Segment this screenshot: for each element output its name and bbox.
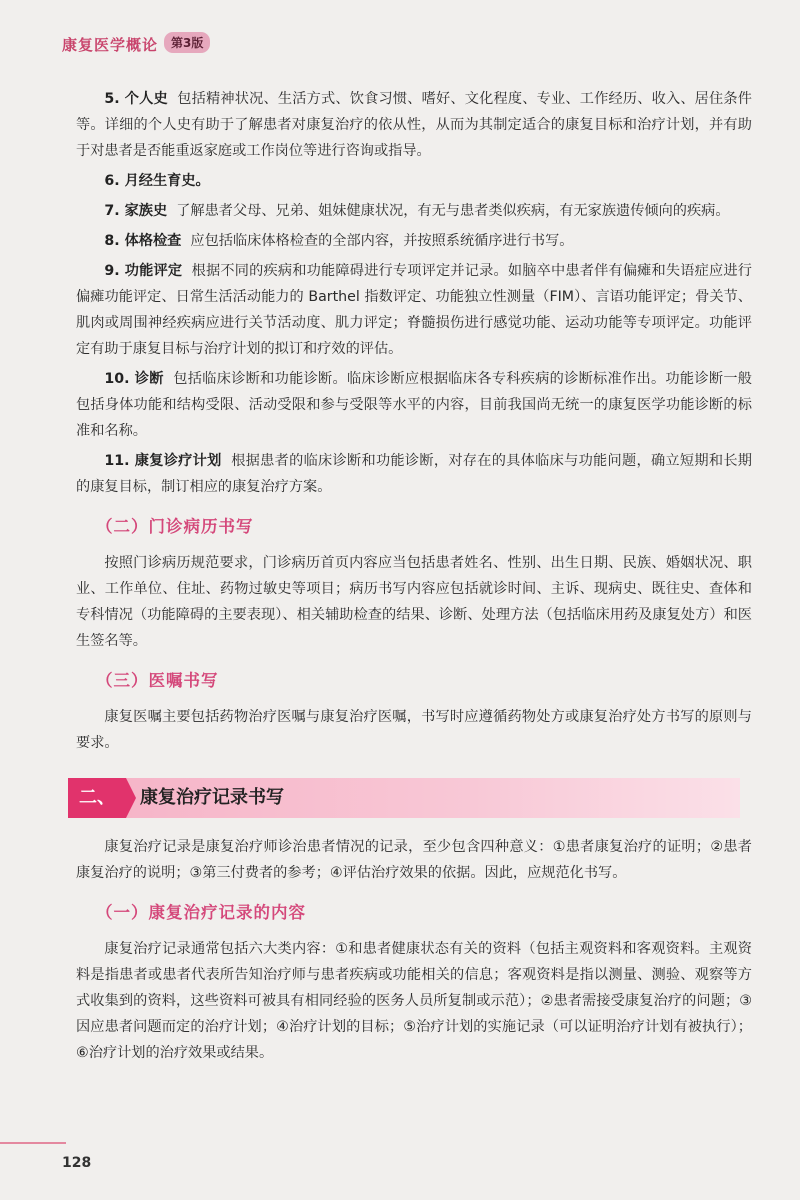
- item-label: 10. 诊断: [104, 371, 164, 387]
- item-rehab-plan: [76, 448, 752, 500]
- outpatient-paragraph: 按照门诊病历规范要求，门诊病历首页内容应当包括患者姓名、性别、出生日期、民族、婚姻状况、职业、工作单位、住址、药物过敏史等项目；病历书写内容应包括就诊时间、主诉、现病史、既往史、查体和专科情况（功能障碍的主要表现）、相关辅助检查的结果、诊断、处理方法（包括临床用药及康复处方）和医生签名等。: [76, 555, 752, 649]
- subsection-heading-outpatient: （二）门诊病历书写: [96, 517, 254, 536]
- item-function-assessment: [76, 258, 752, 362]
- item-text: 了解患者父母、兄弟、姐妹健康状况，有无与患者类似疾病，有无家族遗传倾向的疾病。: [176, 203, 730, 219]
- footer-divider: [0, 1142, 66, 1144]
- item-text: 包括精神状况、生活方式、饮食习惯、嗜好、文化程度、专业、工作经历、收入、居住条件等。详细的个人史有助于了解患者对康复治疗的依从性，从而为其制定适合的康复目标和治疗计划，并有助于对患者是否能重返家庭或工作岗位等进行咨询或指导。: [76, 91, 752, 159]
- item-diagnosis: [76, 366, 752, 444]
- item-label: 7. 家族史: [104, 203, 168, 219]
- page-number: 128: [62, 1155, 92, 1171]
- item-text: 根据不同的疾病和功能障碍进行专项评定并记录。如脑卒中患者伴有偏瘫和失语症应进行偏瘫功能评定、日常生活活动能力的 Barthel 指数评定、功能独立性测量（FIM）、言语功能评定；骨关节、肌肉或周围神经疾病应进行关节活动度、肌力评定；脊髓损伤进行感觉功能、运动功能等专项评定。功能评定有助于康复目标与治疗计划的拟订和疗效的评估。: [76, 263, 752, 357]
- record-content-paragraph: 康复治疗记录通常包括六大类内容：①和患者健康状态有关的资料（包括主观资料和客观资料。主观资料是指患者或患者代表所告知治疗师与患者疾病或功能相关的信息；客观资料是指以测量、测验、观察等方式收集到的资料，这些资料可被具有相同经验的医务人员所复制或示范）；②患者需接受康复治疗的问题；③因应患者问题而定的治疗计划；④治疗计划的目标；⑤治疗计划的实施记录（可以证明治疗计划有被执行）；⑥治疗计划的治疗效果或结果。: [76, 941, 752, 1061]
- item-label: 6. 月经生育史。: [104, 173, 210, 189]
- subsection-heading-record-content: （一）康复治疗记录的内容: [96, 903, 306, 922]
- subsection-heading-orders: （三）医嘱书写: [96, 671, 219, 690]
- page-header: [0, 0, 800, 62]
- item-label: 9. 功能评定: [104, 263, 183, 279]
- item-label: 8. 体格检查: [104, 233, 182, 249]
- book-title: 康复医学概论: [62, 36, 159, 54]
- item-text: 应包括临床体格检查的全部内容，并按照系统循序进行书写。: [190, 233, 574, 249]
- item-label: 5. 个人史: [104, 91, 168, 107]
- section-heading-bar: [68, 778, 740, 818]
- item-text: 根据患者的临床诊断和功能诊断，对存在的具体临床与功能问题，确立短期和长期的康复目标，制订相应的康复治疗方案。: [76, 453, 752, 495]
- item-menstrual-history: [76, 168, 752, 194]
- section-number: 二、: [68, 778, 126, 818]
- section-title: 康复治疗记录书写: [140, 787, 284, 808]
- page-content: [76, 86, 752, 1070]
- edition-badge: 第3版: [164, 32, 210, 53]
- item-text: 包括临床诊断和功能诊断。临床诊断应根据临床各专科疾病的诊断标准作出。功能诊断一般包括身体功能和结构受限、活动受限和参与受限等水平的内容，目前我国尚无统一的康复医学功能诊断的标准和名称。: [76, 371, 752, 439]
- item-label: 11. 康复诊疗计划: [104, 453, 222, 469]
- orders-paragraph: 康复医嘱主要包括药物治疗医嘱与康复治疗医嘱，书写时应遵循药物处方或康复治疗处方书写的原则与要求。: [76, 709, 752, 751]
- section-intro-paragraph: 康复治疗记录是康复治疗师诊治患者情况的记录，至少包含四种意义：①患者康复治疗的证明；②患者康复治疗的说明；③第三付费者的参考；④评估治疗效果的依据。因此，应规范化书写。: [76, 839, 752, 881]
- item-personal-history: [76, 86, 752, 164]
- item-physical-exam: [76, 228, 752, 254]
- item-family-history: [76, 198, 752, 224]
